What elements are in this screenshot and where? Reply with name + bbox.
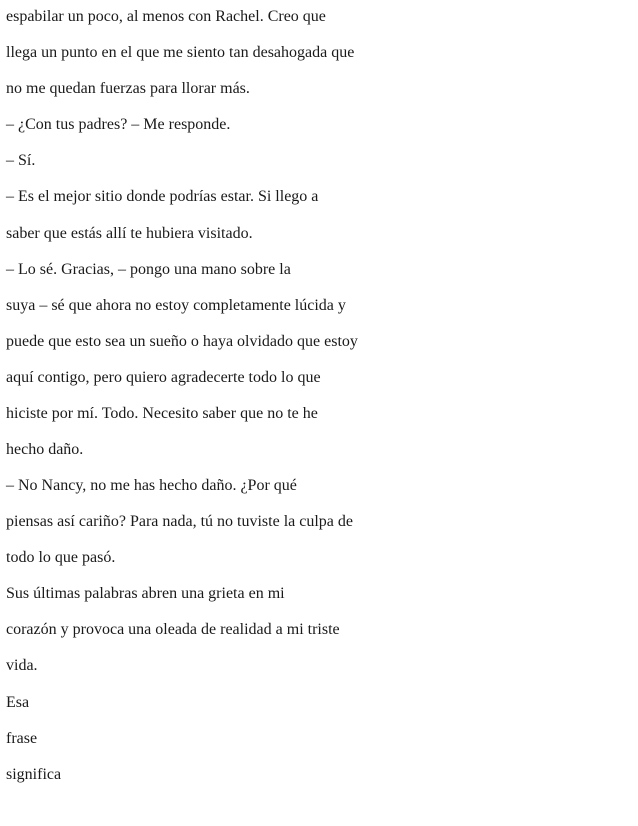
text-line: espabilar un poco, al menos con Rachel. Creo que: [6, 8, 326, 25]
document-page: [6, 0, 626, 826]
text-line: frase: [6, 730, 38, 747]
text-line: todo lo que pasó.: [6, 549, 116, 566]
text-line: hiciste por mí. Todo. Necesito saber que no te he: [6, 405, 318, 422]
text-line: piensas así cariño? Para nada, tú no tuviste la culpa de: [6, 513, 353, 530]
text-line: – Lo sé. Gracias, – pongo una mano sobre la: [6, 261, 291, 278]
text-line: aquí contigo, pero quiero agradecerte todo lo que: [6, 369, 321, 386]
text-line: Esa: [6, 694, 30, 711]
text-line: saber que estás allí te hubiera visitado.: [6, 225, 253, 242]
text-line: – Sí.: [6, 152, 36, 169]
text-line: corazón y provoca una oleada de realidad a mi triste: [6, 621, 340, 638]
text-line: significa: [6, 766, 62, 783]
text-line: suya – sé que ahora no estoy completamente lúcida y: [6, 297, 346, 314]
text-line: hecho daño.: [6, 441, 84, 458]
text-line: vida.: [6, 657, 38, 674]
text-line: – No Nancy, no me has hecho daño. ¿Por qué: [6, 477, 297, 494]
text-line: llega un punto en el que me siento tan desahogada que: [6, 44, 355, 61]
text-line: – Es el mejor sitio donde podrías estar. Si llego a: [6, 188, 319, 205]
text-line: no me quedan fuerzas para llorar más.: [6, 80, 250, 97]
text-line: puede que esto sea un sueño o haya olvidado que estoy: [6, 333, 358, 350]
text-line: – ¿Con tus padres? – Me responde.: [6, 116, 231, 133]
text-line: Sus últimas palabras abren una grieta en mi: [6, 585, 285, 602]
